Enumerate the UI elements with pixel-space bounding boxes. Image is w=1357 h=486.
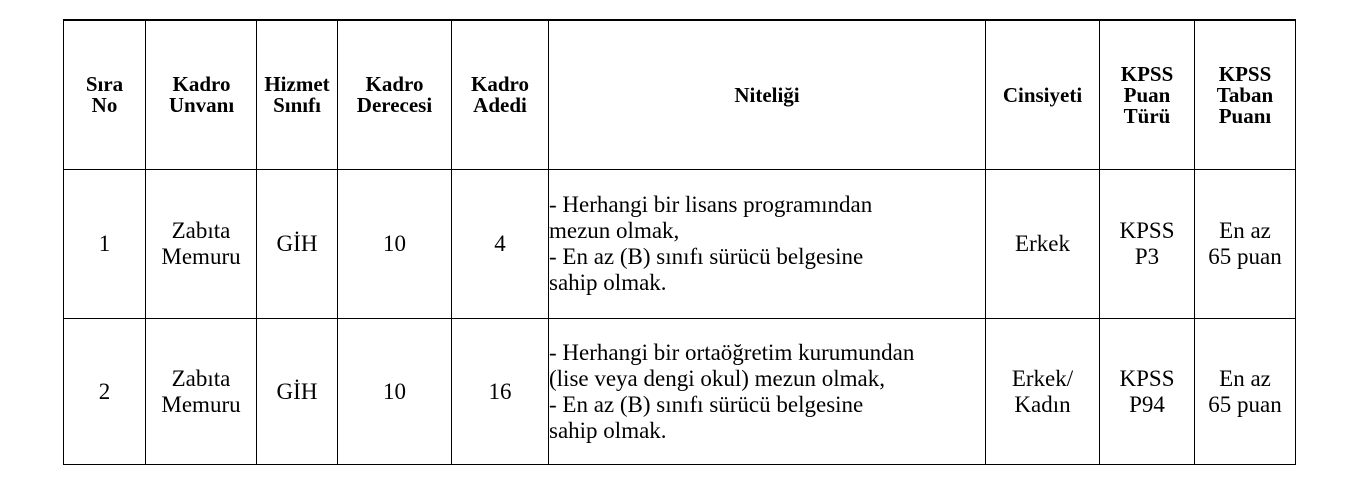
header-kpss-puan-turu [1100,20,1195,170]
cell-kadro-adedi [452,319,549,465]
header-kadro-derecesi [338,20,452,170]
cell-text: Erkek/ [1011,365,1074,391]
cell-text: GİH [276,231,318,256]
header-text: Hizmet [264,72,330,96]
cell-text: Memuru [161,391,241,417]
cell-kadro-unvani [146,170,257,319]
cell-text: Kadın [1014,391,1071,417]
table-row [64,319,1296,465]
cell-text: (lise veya dengi okul) mezun olmak, [549,365,885,391]
cell-text: Memuru [161,244,241,269]
cell-kadro-derecesi [338,170,452,319]
header-text: Kadro [365,72,424,96]
cell-cinsiyeti [986,319,1100,465]
header-niteligi [549,20,986,170]
cell-kadro-derecesi [338,319,452,465]
header-text: Taban [1216,82,1274,107]
cell-text: P94 [1129,391,1165,417]
cell-text: - Herhangi bir ortaöğretim kurumundan [549,339,915,365]
header-text: Derecesi [356,93,433,117]
cell-text: sahip olmak. [549,270,667,295]
cell-text: KPSS [1119,365,1175,391]
cell-text: - Herhangi bir lisans programından [549,192,873,217]
cell-text: 65 puan [1208,391,1282,417]
cell-cinsiyeti [986,170,1100,319]
cell-text: 16 [488,378,512,404]
cell-kadro-adedi [452,170,549,319]
header-cinsiyeti [986,20,1100,170]
cell-text: - En az (B) sınıfı sürücü belgesine [549,244,864,269]
header-sira-no [64,20,146,170]
cell-text: 1 [98,231,111,256]
header-text: Kadro [172,72,231,96]
cell-text: 4 [494,231,506,256]
table-row [64,170,1296,319]
header-text: Sınıfı [273,93,321,117]
cell-text: KPSS [1119,218,1175,243]
cell-text: P3 [1134,244,1160,269]
cell-text: 10 [383,231,406,256]
kadro-table [63,19,1296,465]
cell-text: 65 puan [1208,244,1282,269]
cell-text: sahip olmak. [549,417,667,443]
cell-text: En az [1219,218,1271,243]
header-kadro-unvani [146,20,257,170]
cell-text: En az [1219,365,1271,391]
header-kadro-adedi [452,20,549,170]
header-hizmet-sinifi [257,20,338,170]
cell-text: Zabıta [171,218,231,243]
header-text: Kadro [471,72,529,96]
header-text: Niteliği [734,82,800,107]
header-text: KPSS [1120,61,1174,86]
cell-text: Zabıta [171,365,231,391]
cell-kpss-taban-puani [1195,319,1296,465]
header-text: Unvanı [168,93,235,117]
cell-text: Erkek [1015,231,1070,256]
cell-text: 2 [98,378,111,404]
cell-hizmet-sinifi [257,170,338,319]
header-text: KPSS [1218,61,1272,86]
cell-kpss-puan-turu [1100,170,1195,319]
header-text: No [91,93,118,117]
cell-kpss-puan-turu [1100,319,1195,465]
header-text: Puanı [1218,103,1272,128]
header-text: Cinsiyeti [1002,82,1083,107]
header-text: Türü [1123,103,1171,128]
header-text: Puan [1123,82,1171,107]
header-text: Adedi [473,93,527,117]
cell-sira-no [64,170,146,319]
cell-text: - En az (B) sınıfı sürücü belgesine [549,391,864,417]
header-kpss-taban-puani [1195,20,1296,170]
table-header-row [64,20,1296,170]
cell-kadro-unvani [146,319,257,465]
header-text: Sıra [85,72,124,96]
cell-niteligi [549,319,986,465]
cell-hizmet-sinifi [257,319,338,465]
cell-text: GİH [276,378,318,404]
cell-text: mezun olmak, [549,218,680,243]
cell-niteligi [549,170,986,319]
cell-sira-no [64,319,146,465]
cell-kpss-taban-puani [1195,170,1296,319]
cell-text: 10 [383,378,406,404]
